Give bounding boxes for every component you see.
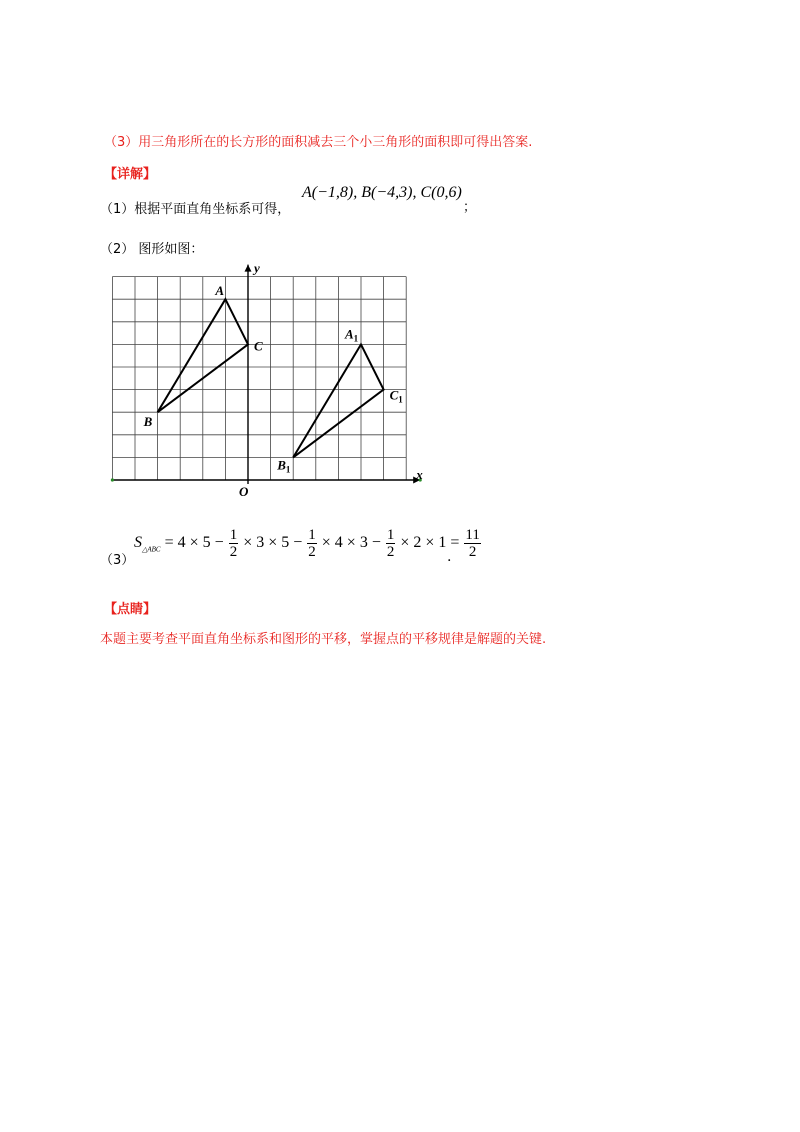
- origin-label: O: [239, 484, 249, 498]
- part1-label: （1）根据平面直角坐标系可得，: [100, 202, 291, 217]
- fraction-1: $\frac{1}{2}$: [229, 527, 238, 560]
- grid-lines: [112, 277, 406, 480]
- comment-header: 【点睛】: [104, 602, 157, 617]
- comment-text: 本题主要考查平面直角坐标系和图形的平移，掌握点的平移规律是解题的关键.: [100, 632, 547, 647]
- part1-end: ；: [463, 200, 477, 215]
- result-fraction: $\frac{11}{2}$: [465, 527, 480, 560]
- point-label-a: A: [215, 283, 225, 299]
- figure-labels: [143, 261, 424, 498]
- part1-coords: A(−1,8), B(−4,3), C(0,6): [302, 184, 462, 201]
- x-axis-label: x: [416, 467, 423, 482]
- point-label-b: B: [143, 414, 153, 430]
- expr-term-2: × 4 × 3 −: [321, 534, 381, 552]
- area-symbol: S: [134, 534, 142, 552]
- part3-end: .: [447, 549, 452, 565]
- part3-label: （3）: [100, 553, 135, 568]
- point-label-c: C: [254, 338, 263, 354]
- point-label-b1: $B_1$: [277, 457, 291, 475]
- expr-term-3: × 2 × 1 =: [400, 534, 460, 552]
- section3-hint: （3）用三角形所在的长方形的面积减去三个小三角形的面积即可得出答案.: [104, 135, 533, 150]
- y-axis-label: y: [254, 260, 260, 276]
- point-label-c1: $C_1$: [389, 387, 403, 405]
- axis-start-dot: [111, 478, 114, 481]
- coordinate-grid-svg: [100, 258, 440, 498]
- fraction-2: $\frac{1}{2}$: [308, 527, 316, 560]
- detail-header: 【详解】: [104, 167, 157, 182]
- fraction-3: $\frac{1}{2}$: [386, 527, 395, 560]
- y-axis-arrow: [245, 265, 252, 272]
- expr-start: = 4 × 5 −: [164, 534, 224, 552]
- area-formula: [134, 527, 482, 560]
- area-subscript: △ABC: [142, 545, 161, 554]
- part2-label: （2） 图形如图：: [100, 242, 204, 257]
- expr-term-1: × 3 × 5 −: [243, 534, 303, 552]
- coordinate-grid-figure: [100, 258, 440, 498]
- point-label-a1: $A_1$: [345, 326, 359, 344]
